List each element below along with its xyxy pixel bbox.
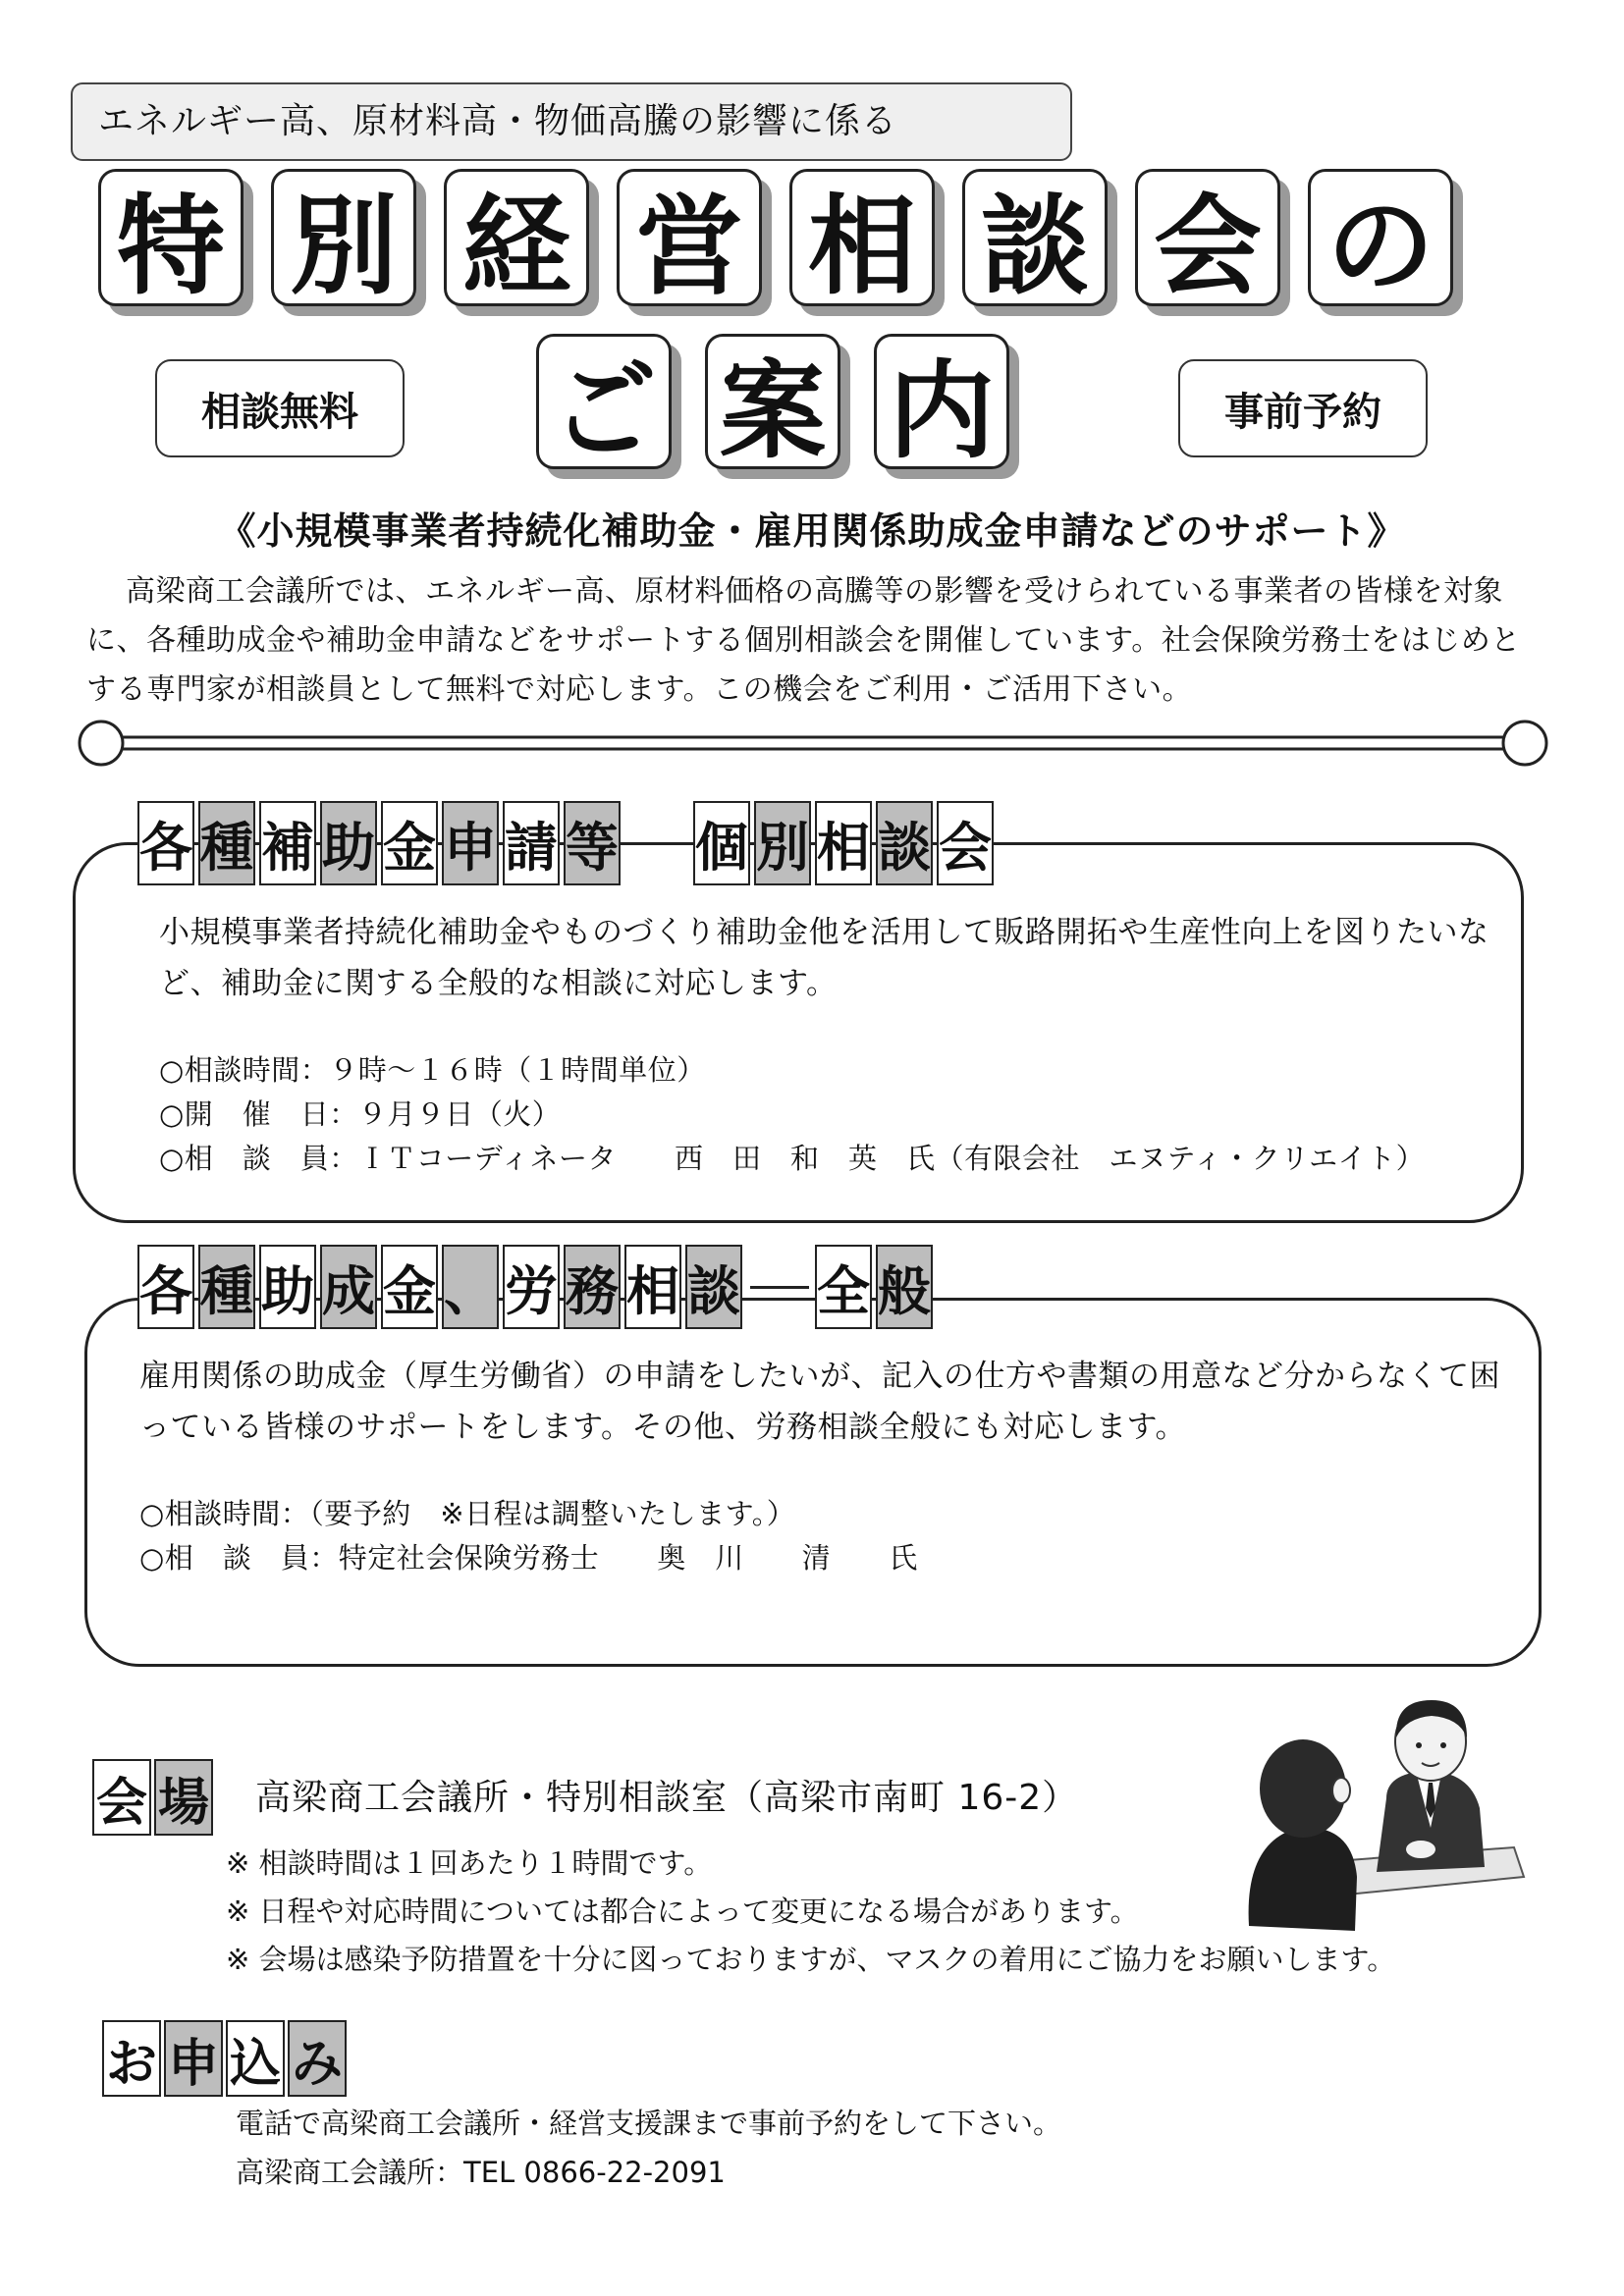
section1-heading bbox=[137, 801, 998, 885]
divider-line bbox=[77, 719, 1549, 768]
note-item: ※ 日程や対応時間については都合によって変更になる場合があります。 bbox=[226, 1895, 1139, 1928]
consultation-illustration bbox=[1239, 1681, 1534, 1946]
s2-h-char: 相 bbox=[624, 1245, 681, 1329]
title-char-4: 営 bbox=[617, 169, 762, 306]
title-char-6: 談 bbox=[962, 169, 1108, 306]
s2-h-char: 金 bbox=[381, 1245, 438, 1329]
main-title-line2 bbox=[536, 334, 1009, 473]
section2-time: ○相談時間：（要予約 ※日程は調整いたします。） bbox=[139, 1497, 796, 1530]
title2-char-2: 案 bbox=[705, 334, 840, 469]
apply-label-char: お bbox=[102, 2020, 161, 2097]
subtitle: 《小規模事業者持続化補助金・雇用関係助成金申請などのサポート》 bbox=[218, 509, 1406, 553]
application-text bbox=[236, 2099, 1061, 2197]
s1-h-char: 請 bbox=[503, 801, 560, 885]
apply-label-char: み bbox=[288, 2020, 347, 2097]
title2-char-3: 内 bbox=[874, 334, 1009, 469]
venue-label bbox=[92, 1759, 216, 1836]
title2-char-1: ご bbox=[536, 334, 672, 469]
advance-reservation-badge: 事前予約 bbox=[1178, 359, 1428, 457]
apply-label-char: 込 bbox=[226, 2020, 285, 2097]
venue-address: 高梁商工会議所・特別相談室（高梁市南町 16-2） bbox=[255, 1778, 1079, 1818]
s1-h-char: 補 bbox=[259, 801, 316, 885]
main-title-line1 bbox=[98, 169, 1453, 309]
s1-h2-char: 談 bbox=[876, 801, 933, 885]
s1-h-char: 種 bbox=[198, 801, 255, 885]
s1-h2-char: 個 bbox=[693, 801, 750, 885]
application-label bbox=[102, 2020, 350, 2097]
free-consultation-badge: 相談無料 bbox=[155, 359, 405, 457]
venue-label-char: 場 bbox=[154, 1759, 213, 1836]
section2-consultant: ○相 談 員：特定社会保険労務士 奥 川 清 氏 bbox=[139, 1541, 918, 1575]
apply-label-char: 申 bbox=[164, 2020, 223, 2097]
s1-h-char: 各 bbox=[137, 801, 194, 885]
application-instruction: 電話で高梁商工会議所・経営支援課まで事前予約をして下さい。 bbox=[236, 2107, 1062, 2140]
heading-connector bbox=[628, 842, 687, 845]
section1-time: ○相談時間：９時～１６時（１時間単位） bbox=[159, 1053, 706, 1087]
venue-notes bbox=[226, 1840, 1395, 1984]
section2-details bbox=[139, 1492, 1514, 1580]
title-char-8: の bbox=[1308, 169, 1453, 306]
section1-date: ○開 催 日：９月９日（火） bbox=[159, 1097, 562, 1131]
s1-h-char: 助 bbox=[320, 801, 377, 885]
s1-h2-char: 別 bbox=[754, 801, 811, 885]
section2-description: 雇用関係の助成金（厚生労働省）の申請をしたいが、記入の仕方や書類の用意など分からなくて困っている皆様のサポートをします。その他、労務相談全般にも対応します。 bbox=[139, 1359, 1500, 1445]
note-item: ※ 相談時間は１回あたり１時間です。 bbox=[226, 1846, 713, 1880]
s1-h-char: 金 bbox=[381, 801, 438, 885]
title-char-1: 特 bbox=[98, 169, 244, 306]
s2-h-char: 各 bbox=[137, 1245, 194, 1329]
s2-h-char: 種 bbox=[198, 1245, 255, 1329]
s1-h-char: 申 bbox=[442, 801, 499, 885]
s2-h2-char: 般 bbox=[876, 1245, 933, 1329]
title-char-3: 経 bbox=[444, 169, 589, 306]
s2-h-char: 助 bbox=[259, 1245, 316, 1329]
s1-h-char: 等 bbox=[564, 801, 621, 885]
s2-h-char: 談 bbox=[685, 1245, 742, 1329]
s2-h-char: 、 bbox=[442, 1245, 499, 1329]
section2-heading bbox=[137, 1245, 937, 1329]
s2-h2-char: 全 bbox=[815, 1245, 872, 1329]
s1-h2-char: 相 bbox=[815, 801, 872, 885]
s2-h-char: 労 bbox=[503, 1245, 560, 1329]
section1-description: 小規模事業者持続化補助金やものづくり補助金他を活用して販路開拓や生産性向上を図りたいなど、補助金に関する全般的な相談に対応します。 bbox=[159, 915, 1489, 1001]
title-char-2: 別 bbox=[271, 169, 416, 306]
application-phone: 高梁商工会議所：TEL 0866-22-2091 bbox=[236, 2156, 726, 2189]
title-char-7: 会 bbox=[1135, 169, 1280, 306]
s1-h2-char: 会 bbox=[937, 801, 994, 885]
s2-h-char: 務 bbox=[564, 1245, 621, 1329]
note-item: ※ 会場は感染予防措置を十分に図っておりますが、マスクの着用にご協力をお願いします。 bbox=[226, 1943, 1396, 1976]
venue-label-char: 会 bbox=[92, 1759, 151, 1836]
section1-details bbox=[159, 1048, 1514, 1181]
title-char-5: 相 bbox=[789, 169, 935, 306]
top-tagline: エネルギー高、原材料高・物価高騰の影響に係る bbox=[71, 82, 1072, 161]
heading-connector bbox=[750, 1286, 809, 1289]
s2-h-char: 成 bbox=[320, 1245, 377, 1329]
section1-consultant: ○相 談 員：ＩＴコーディネータ 西 田 和 英 氏（有限会社 エヌティ・クリエイト） bbox=[159, 1142, 1426, 1175]
intro-paragraph: 高梁商工会議所では、エネルギー高、原材料価格の高騰等の影響を受けられている事業者の皆様を対象に、各種助成金や補助金申請などをサポートする個別相談会を開催しています。社会保険労務士をはじめとする専門家が相談員として無料で対応します。この機会をご利用・ご活用下さい。 bbox=[86, 574, 1521, 707]
